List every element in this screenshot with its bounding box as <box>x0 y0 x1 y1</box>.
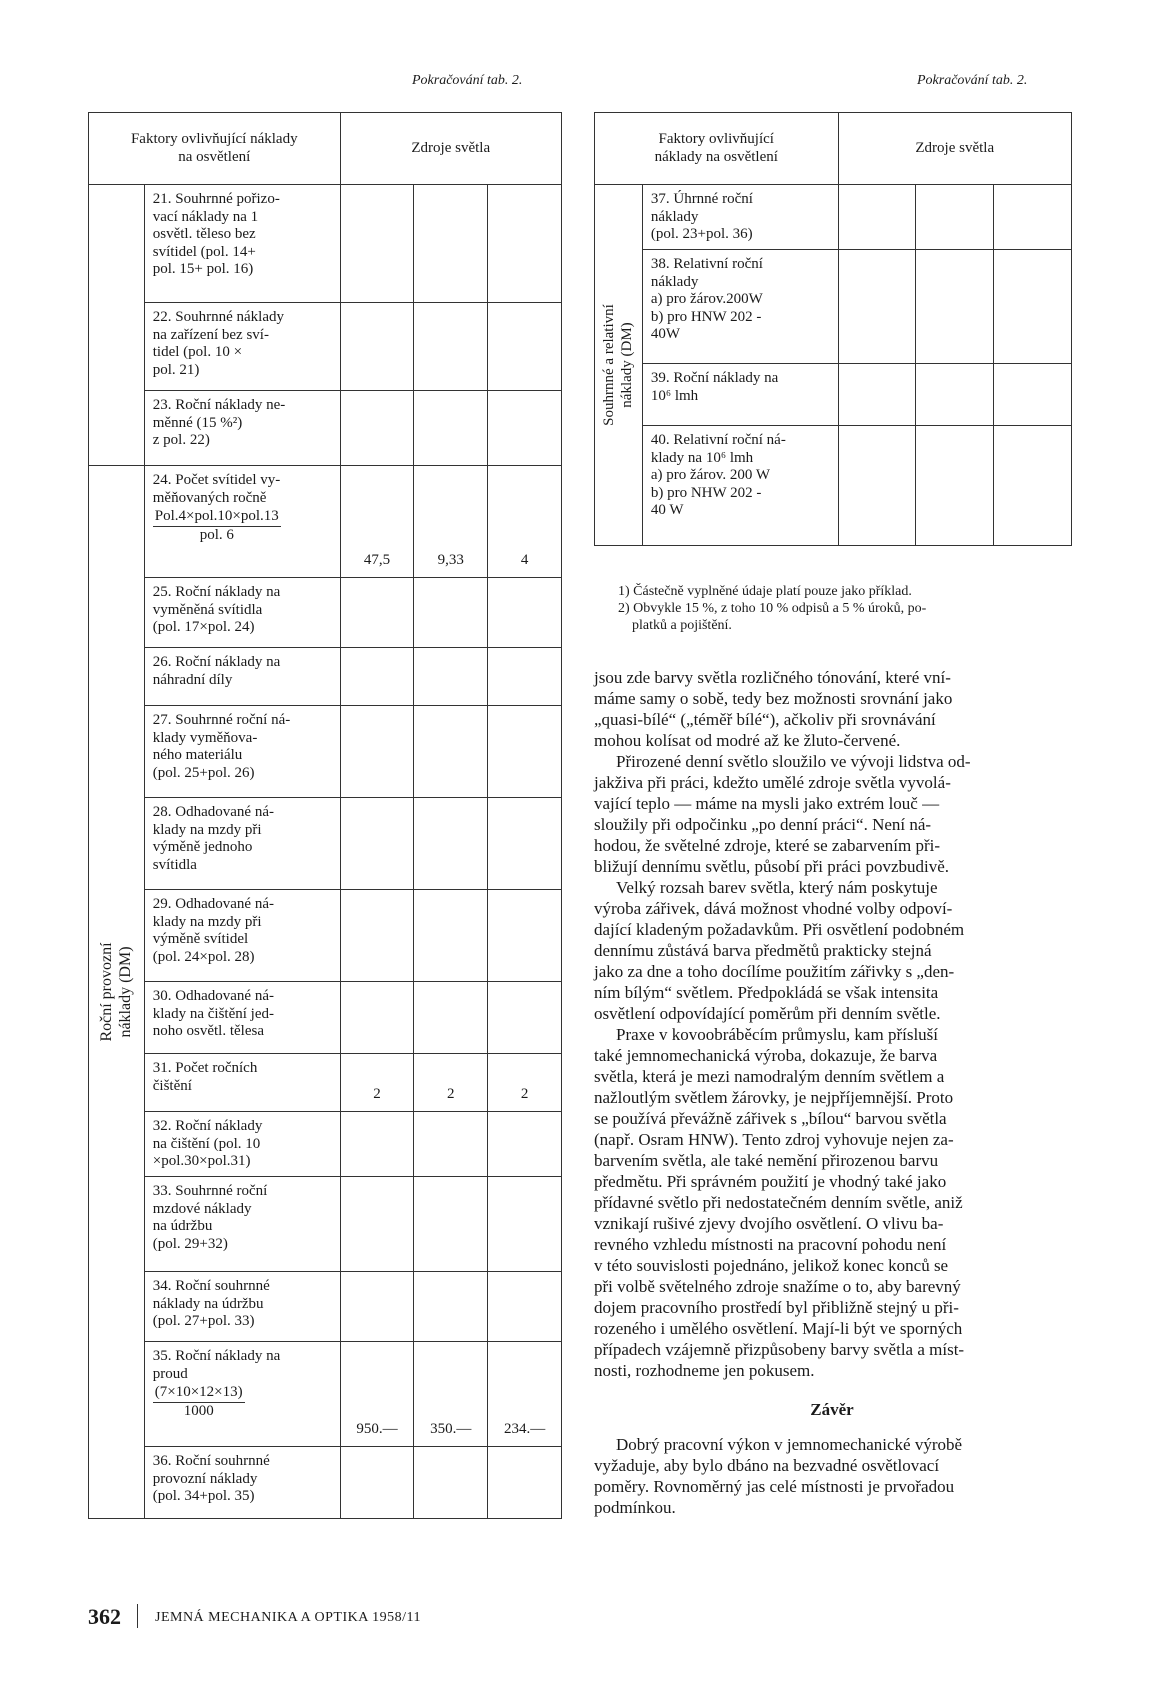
left-value-cell <box>414 798 488 890</box>
left-value-cell <box>488 1177 562 1272</box>
side-label-text: Roční provozní náklady (DM) <box>98 942 135 1042</box>
left-value-cell <box>488 1272 562 1342</box>
left-row-label <box>144 706 340 798</box>
row-text: 30. Odhadované ná- klady na čištění jed- noho osvětl. tělesa <box>152 988 274 1039</box>
left-value-cell <box>340 798 414 890</box>
right-value-cell <box>916 185 994 250</box>
page-number: 362 <box>88 1604 121 1629</box>
left-value-cell: 2 <box>488 1054 562 1112</box>
left-value-cell <box>488 648 562 706</box>
left-value-cell <box>414 185 488 303</box>
right-value-cell <box>994 364 1072 426</box>
left-table-row <box>89 982 562 1054</box>
left-table-row <box>89 1177 562 1272</box>
left-value-cell: 234.— <box>488 1342 562 1447</box>
left-value-cell <box>340 648 414 706</box>
paragraph-2: Přirozené denní světlo sloužilo ve vývoji lidstva od- jakživa při práci, kdežto umělé zdroje světla vyvolá- vající teplo — máme na mysli jako extrém louč — sloužily při odpočinku „po denní práci“. Není ná- hodou, že světelné zdroje, které se zabarvením při- bližují dennímu světlu, působí při práci povzbudivě. <box>594 752 971 876</box>
left-row-label <box>144 303 340 391</box>
left-value-cell <box>488 982 562 1054</box>
right-value-cell <box>916 364 994 426</box>
row-text: 33. Souhrnné roční mzdové náklady na údržbu (pol. 29+32) <box>152 1183 268 1252</box>
paragraph-1: jsou zde barvy světla rozličného tónování, které vní- máme samy o sobě, tedy bez možnosti srovnání jako „quasi-bílé“ („téměř bílé“), ačkoliv při srovnávání mohou kolísat od modré až ke žluto-červené. <box>594 668 953 750</box>
left-value-cell <box>414 303 488 391</box>
left-row-label <box>144 466 340 578</box>
fraction-denominator: pol. 6 <box>199 526 234 543</box>
journal-name: JEMNÁ MECHANIKA A OPTIKA 1958/11 <box>155 1610 421 1625</box>
left-row-label <box>144 1447 340 1519</box>
left-value-cell <box>414 1272 488 1342</box>
right-table-row <box>595 250 1072 364</box>
left-value-cell: 950.— <box>340 1342 414 1447</box>
right-value-cell <box>838 250 916 364</box>
left-value-cell <box>488 706 562 798</box>
row-text: 34. Roční souhrnné náklady na údržbu (pol. 27+pol. 33) <box>152 1278 270 1329</box>
right-header-factors: Faktory ovlivňující náklady na osvětlení <box>595 113 839 185</box>
left-row-label <box>144 1112 340 1177</box>
right-row-label: 37. Úhrnné roční náklady (pol. 23+pol. 36) <box>642 185 838 250</box>
footnotes <box>618 583 1068 634</box>
fraction-numerator: Pol.4×pol.10×pol.13 <box>153 508 281 527</box>
left-table-row <box>89 185 562 303</box>
right-value-cell <box>838 185 916 250</box>
row-text: 27. Souhrnné roční ná- klady vyměňova- ného materiálu (pol. 25+pol. 26) <box>152 712 291 781</box>
right-table-row <box>595 364 1072 426</box>
left-row-label <box>144 648 340 706</box>
left-table-row <box>89 391 562 466</box>
right-row-label: 39. Roční náklady na 10⁶ lmh <box>642 364 838 426</box>
left-row-label <box>144 982 340 1054</box>
paragraph-3: Velký rozsah barev světla, který nám poskytuje výroba zářivek, dává možnost vhodné volby odpoví- dající kladeným požadavkům. Při osvětlení podobném dennímu zůstává barva předmětů prakticky stejná jako za dne a toho docílíme použitím zářivky s „den- ním bílým“ světlem. Předpokládá se však intensita osvětlení odpovídající poměrům při denním světle. <box>594 878 965 1023</box>
right-value-cell <box>838 364 916 426</box>
left-value-cell <box>340 303 414 391</box>
left-value-cell <box>488 890 562 982</box>
left-value-cell <box>414 706 488 798</box>
row-text: 21. Souhrnné pořizo- vací náklady na 1 osvětl. těleso bez svítidel (pol. 14+ pol. 15+ pol. 16) <box>152 191 280 277</box>
left-value-cell <box>340 706 414 798</box>
left-cost-table <box>88 112 562 1519</box>
left-side-label <box>89 466 145 1519</box>
right-value-cell <box>994 185 1072 250</box>
left-value-cell: 9,33 <box>414 466 488 578</box>
left-value-cell <box>340 890 414 982</box>
left-value-cell <box>414 1447 488 1519</box>
left-continuation-label: Pokračování tab. 2. <box>412 73 523 88</box>
right-value-cell <box>994 426 1072 546</box>
left-value-cell <box>414 1177 488 1272</box>
article-body <box>594 667 1070 1518</box>
right-header-sources: Zdroje světla <box>838 113 1071 185</box>
left-row-label <box>144 578 340 648</box>
right-value-cell <box>838 426 916 546</box>
conclusion-heading: Závěr <box>810 1400 854 1419</box>
left-value-cell <box>340 982 414 1054</box>
left-value-cell <box>414 982 488 1054</box>
left-value-cell <box>414 1112 488 1177</box>
left-value-cell <box>414 890 488 982</box>
row-text: 35. Roční náklady na proud <box>152 1348 281 1382</box>
side-label-text: Souhrnné a relativní náklady (DM) <box>601 304 636 426</box>
left-row-label <box>144 185 340 303</box>
left-row-label <box>144 798 340 890</box>
left-table-row <box>89 648 562 706</box>
left-value-cell <box>488 1447 562 1519</box>
left-value-cell <box>340 1447 414 1519</box>
left-value-cell <box>414 578 488 648</box>
row-text: 23. Roční náklady ne- měnné (15 %²) z pol. 22) <box>152 397 286 448</box>
conclusion-paragraph: Dobrý pracovní výkon v jemnomechanické výrobě vyžaduje, aby bylo dbáno na bezvadné osvětlovací poměry. Rovnoměrný jas celé místnosti je prvořadou podmínkou. <box>594 1435 963 1517</box>
row-text: 36. Roční souhrnné provozní náklady (pol. 34+pol. 35) <box>152 1453 270 1504</box>
footnote-2: 2) Obvykle 15 %, z toho 10 % odpisů a 5 % úroků, po- platků a pojištění. <box>618 601 927 633</box>
right-side-label <box>595 185 643 546</box>
fraction <box>153 508 281 544</box>
left-value-cell <box>340 1112 414 1177</box>
right-row-label: 38. Relativní roční náklady a) pro žárov.200W b) pro HNW 202 - 40W <box>642 250 838 364</box>
left-value-cell <box>488 798 562 890</box>
left-value-cell: 2 <box>340 1054 414 1112</box>
left-table-row <box>89 1054 562 1112</box>
left-table-row <box>89 1112 562 1177</box>
right-table-row <box>595 426 1072 546</box>
row-text: 32. Roční náklady na čištění (pol. 10 ×pol.30×pol.31) <box>152 1118 263 1169</box>
footer-divider <box>137 1604 138 1628</box>
left-value-cell <box>488 578 562 648</box>
footnote-1: 1) Částečně vyplněné údaje platí pouze jako příklad. <box>618 584 912 599</box>
right-cost-table <box>594 112 1072 546</box>
left-value-cell <box>340 1177 414 1272</box>
row-text: 28. Odhadované ná- klady na mzdy při výměně jednoho svítidla <box>152 804 274 873</box>
left-value-cell <box>488 303 562 391</box>
left-table-row <box>89 706 562 798</box>
left-value-cell <box>488 391 562 466</box>
left-table-row <box>89 1272 562 1342</box>
left-value-cell <box>340 578 414 648</box>
left-row-label <box>144 1177 340 1272</box>
left-header-sources: Zdroje světla <box>340 113 561 185</box>
right-value-cell <box>916 426 994 546</box>
left-value-cell <box>488 1112 562 1177</box>
fraction-numerator: (7×10×12×13) <box>153 1384 245 1403</box>
left-value-cell: 2 <box>414 1054 488 1112</box>
left-value-cell <box>488 185 562 303</box>
row-text: 25. Roční náklady na vyměněná svítidla (pol. 17×pol. 24) <box>152 584 281 635</box>
left-table-row <box>89 578 562 648</box>
row-text: 22. Souhrnné náklady na zařízení bez sví- tidel (pol. 10 × pol. 21) <box>152 309 284 378</box>
paragraph-4: Praxe v kovoobráběcím průmyslu, kam přísluší také jemnomechanická výroba, dokazuje, že barva světla, která je mezi namodralým denním světlem a nažloutlým světlem žárovky, je nejpříjemnější. Proto se používá převážně zářivek s „bílou“ barvou světla (např. Osram HNW). Tento zdroj vyhovuje nejen za- barvením světla, ale také nemění přirozenou barvu předmětu. Při správném použití je vhodný také jako přídavné světlo při nedostatečném denním světle, aniž vznikají rušivé zjevy dvojího osvětlení. O vlivu ba- revného vzhledu místnosti na pracovní pohodu není v této souvislosti pojednáno, jelikož konec konců se při volbě světelného zdroje snažíme o to, aby barevný dojem pracovního prostředí byl přibližně stejný u při- rozeného i umělého osvětlení. Mají-li být ve sporných případech vzájemně přizpůsobeny barvy světla a míst- nosti, rozhodneme jen pokusem. <box>594 1025 965 1380</box>
left-table-row <box>89 798 562 890</box>
left-row-label <box>144 890 340 982</box>
right-value-cell <box>916 250 994 364</box>
left-side-blank <box>89 185 145 466</box>
left-header-factors: Faktory ovlivňující náklady na osvětlení <box>89 113 341 185</box>
left-value-cell <box>414 648 488 706</box>
left-row-label <box>144 1272 340 1342</box>
left-table-row <box>89 1342 562 1447</box>
left-value-cell <box>340 185 414 303</box>
right-value-cell <box>994 250 1072 364</box>
fraction-denominator: 1000 <box>183 1402 214 1419</box>
fraction <box>153 1384 245 1420</box>
left-value-cell <box>340 391 414 466</box>
left-row-label <box>144 1054 340 1112</box>
row-text: 24. Počet svítidel vy- měňovaných ročně <box>152 472 281 506</box>
left-value-cell <box>340 1272 414 1342</box>
left-row-label <box>144 391 340 466</box>
right-row-label: 40. Relativní roční ná- klady na 10⁶ lmh a) pro žárov. 200 W b) pro NHW 202 - 40 W <box>642 426 838 546</box>
left-table-row <box>89 890 562 982</box>
left-value-cell: 4 <box>488 466 562 578</box>
left-value-cell: 47,5 <box>340 466 414 578</box>
left-value-cell <box>414 391 488 466</box>
row-text: 26. Roční náklady na náhradní díly <box>152 654 281 688</box>
left-row-label <box>144 1342 340 1447</box>
left-table-row <box>89 303 562 391</box>
right-table-row <box>595 185 1072 250</box>
left-table-row <box>89 1447 562 1519</box>
row-text: 29. Odhadované ná- klady na mzdy při výměně svítidel (pol. 24×pol. 28) <box>152 896 274 965</box>
left-value-cell: 350.— <box>414 1342 488 1447</box>
right-continuation-label: Pokračování tab. 2. <box>917 73 1028 88</box>
row-text: 31. Počet ročních čištění <box>152 1060 258 1094</box>
left-table-row <box>89 466 562 578</box>
